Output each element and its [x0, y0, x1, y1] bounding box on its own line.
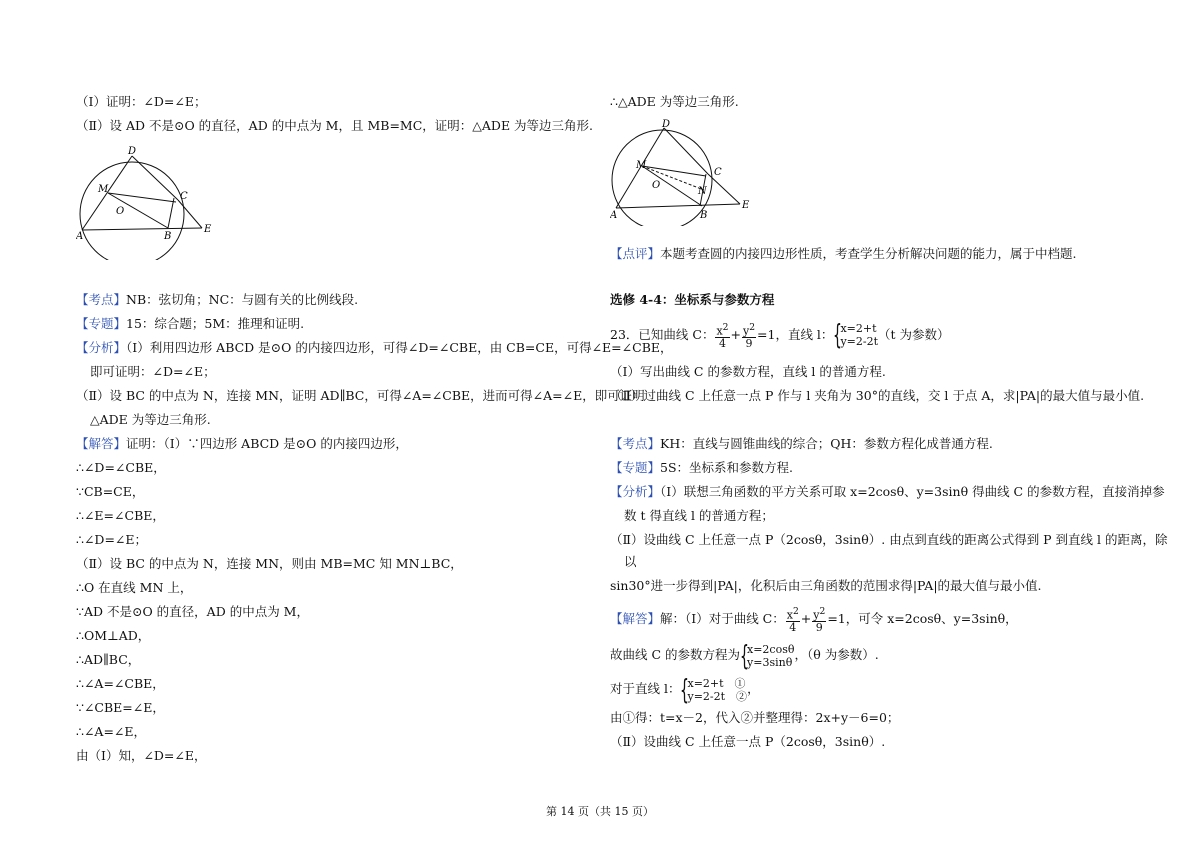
label-N: N: [698, 186, 707, 197]
q23-part1: （Ⅰ）写出曲线 C 的参数方程，直线 l 的普通方程.: [610, 364, 886, 379]
label-B: B: [700, 210, 708, 221]
fenxi-line4: 以: [624, 554, 637, 569]
fenxi-line1: 【分析】（Ⅰ）联想三角函数的平方关系可取 x=2cosθ、y=3sinθ 得曲线 C 的参数方程，直接消掉参: [610, 484, 1165, 499]
step-10: ∴∠A=∠CBE，: [76, 676, 165, 691]
label-E: E: [742, 200, 750, 211]
step-1: ∴∠D=∠CBE，: [76, 460, 166, 475]
fenxi-line3: （Ⅱ）设 BC 的中点为 N，连接 MN，证明 AD∥BC，可得∠A=∠CBE，进而可得∠A=∠E，即可证明: [76, 388, 645, 403]
zhuanti-line: 【专题】5S：坐标系和参数方程.: [610, 460, 794, 475]
question-part1: （Ⅰ）证明：∠D=∠E；: [76, 94, 207, 109]
zhuanti-line: [76, 316, 304, 332]
kaodian-line: [76, 292, 358, 308]
label-B: B: [164, 231, 172, 242]
label-E: E: [204, 224, 212, 235]
q23-part2: （Ⅱ）过曲线 C 上任意一点 P 作与 l 夹角为 30°的直线，交 l 于点 A，求|PA|的最大值与最小值.: [610, 388, 1145, 403]
kaodian-line: 【考点】KH：直线与圆锥曲线的综合；QH：参数方程化成普通方程.: [610, 436, 993, 451]
fenxi-text1: （Ⅰ）利用四边形 ABCD 是⊙O 的内接四边形，可得∠D=∠CBE，由 CB=CE，可得∠E=∠CBE，: [126, 340, 673, 355]
step-13: 由（Ⅰ）知，∠D=∠E，: [76, 748, 207, 763]
fenxi-line4: △ADE 为等边三角形.: [90, 412, 211, 427]
page-footer: 第 14 页（共 15 页）: [546, 805, 654, 818]
last-line: （Ⅱ）设曲线 C 上任意一点 P（2cosθ，3sinθ）.: [610, 734, 886, 749]
dianping-tag: 【点评】: [610, 246, 661, 261]
fenxi-line3: （Ⅱ）设曲线 C 上任意一点 P（2cosθ，3sinθ）. 由点到直线的距离公式得到 P 到直线 l 的距离，除: [610, 532, 1168, 547]
label-O: O: [652, 180, 661, 191]
step-3: ∴∠E=∠CBE，: [76, 508, 165, 523]
jieda-line1: 【解答】解：（Ⅰ）对于曲线 C： $\frac{x^2}{4}$ + $\frac{y^2}{9}$ =1，可令 x=2cosθ、y=3sinθ，: [610, 606, 1018, 634]
fenxi-line2: 即可证明：∠D=∠E；: [90, 364, 216, 379]
jieda-tag: 【解答】: [76, 436, 127, 451]
zhuanti-text: 15：综合题；5M：推理和证明.: [126, 316, 305, 331]
step-2: ∵CB=CE，: [76, 484, 145, 499]
q23-prefix: 23．已知曲线 C：: [610, 326, 715, 342]
q23-param: （t 为参数）: [878, 326, 950, 342]
geometry-figure-left: [76, 142, 226, 260]
fenxi-tag: 【分析】: [76, 340, 127, 355]
jieda-text1: 证明：（Ⅰ）∵四边形 ABCD 是⊙O 的内接四边形，: [126, 436, 408, 451]
label-C: C: [714, 167, 722, 178]
label-A: A: [76, 231, 84, 242]
step-9: ∴AD∥BC，: [76, 652, 141, 667]
step-11: ∵∠CBE=∠E，: [76, 700, 165, 715]
jieda-line1: [76, 436, 408, 452]
step-12: ∴∠A=∠E，: [76, 724, 147, 739]
label-A: A: [610, 210, 618, 221]
line-eq-line: 对于直线 l： { x=2+t ① y=2-2t ② ，: [610, 672, 760, 706]
label-D: D: [662, 119, 671, 130]
fenxi-line1: [76, 340, 673, 356]
dianping-line: [610, 246, 1077, 262]
fenxi-line2: 数 t 得直线 l 的普通方程；: [624, 508, 774, 523]
label-M: M: [98, 184, 109, 195]
param-line: 故曲线 C 的参数方程为 { x=2cosθ y=3sinθ ，（θ 为参数）.: [610, 638, 879, 672]
section-title: 选修 4-4：坐标系与参数方程: [610, 292, 775, 307]
label-D: D: [128, 146, 137, 157]
fraction-y2-9: $\frac{y^2}{9}$: [742, 322, 756, 350]
dianping-text: 本题考查圆的内接四边形性质，考查学生分析解决问题的能力，属于中档题.: [660, 246, 1077, 261]
step-8: ∴OM⊥AD，: [76, 628, 151, 643]
solve-line: 由①得：t=x－2，代入②并整理得：2x+y－6=0；: [610, 710, 900, 725]
fraction-x2-4: $\frac{x^2}{4}$: [716, 322, 729, 350]
step-5: （Ⅱ）设 BC 的中点为 N，连接 MN，则由 MB=MC 知 MN⊥BC，: [76, 556, 463, 571]
zhuanti-tag: 【专题】: [76, 316, 127, 331]
geometry-figure-right: [610, 118, 760, 226]
kaodian-tag: 【考点】: [76, 292, 127, 307]
step-4: ∴∠D=∠E；: [76, 532, 148, 547]
label-C: C: [180, 191, 188, 202]
step-6: ∴O 在直线 MN 上，: [76, 580, 193, 595]
q23-line: 23．已知曲线 C： $\frac{x^2}{4}$ + $\frac{y^2}{9}$ =1，直线 l： { x=2+t y=2-2t （t 为参数）: [610, 318, 950, 352]
fenxi-line5: sin30°进一步得到|PA|，化积后由三角函数的范围求得|PA|的最大值与最小值.: [610, 578, 1042, 593]
line-eq-system: { x=2+t ① y=2-2t ②: [680, 672, 748, 706]
step-7: ∵AD 不是⊙O 的直径，AD 的中点为 M，: [76, 604, 309, 619]
label-O: O: [116, 206, 125, 217]
param-system: { x=2cosθ y=3sinθ: [740, 638, 795, 672]
question-part2: （Ⅱ）设 AD 不是⊙O 的直径，AD 的中点为 M，且 MB=MC，证明：△ADE 为等边三角形.: [76, 118, 594, 133]
label-M: M: [636, 160, 647, 171]
q23-eq: =1，直线 l：: [757, 326, 834, 342]
conclusion: ∴△ADE 为等边三角形.: [610, 94, 739, 109]
line-system: { x=2+t y=2-2t: [833, 318, 879, 352]
kaodian-text: NB：弦切角；NC：与圆有关的比例线段.: [126, 292, 359, 307]
